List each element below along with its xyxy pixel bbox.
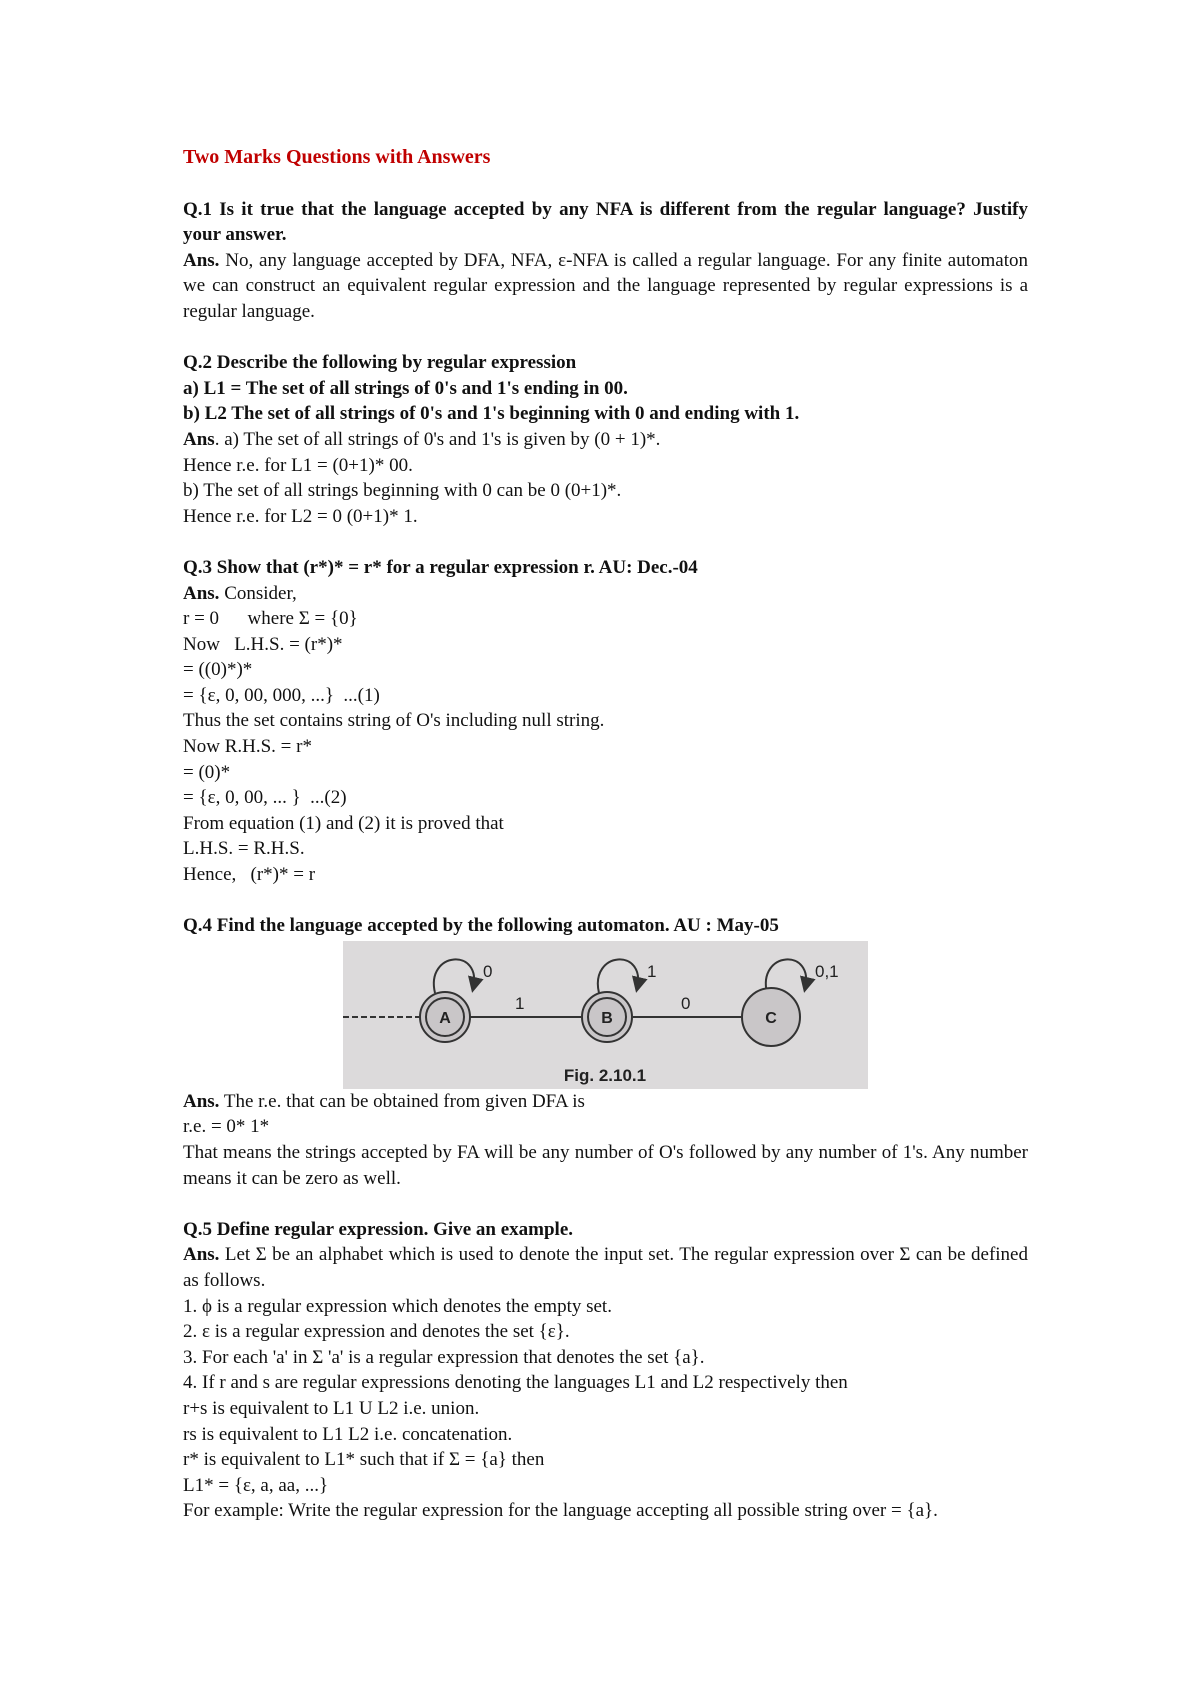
answer-label: Ans. (183, 1244, 220, 1266)
state-label-a: A (439, 1009, 451, 1027)
answer-4-first-text: The r.e. that can be obtained from given DFA is (219, 1090, 585, 1112)
question-4: Q.4 Find the language accepted by the following automaton. AU : May-05 (183, 915, 779, 937)
question-2-line: b) L2 The set of all strings of 0's and 1's beginning with 0 and ending with 1. (183, 403, 800, 425)
answer-5-line: 4. If r and s are regular expressions denoting the languages L1 and L2 respectively then (183, 1372, 848, 1394)
answer-5-line: 1. ϕ is a regular expression which denotes the empty set. (183, 1295, 612, 1317)
page-title: Two Marks Questions with Answers (183, 146, 491, 168)
answer-5-line: r+s is equivalent to L1 U L2 i.e. union. (183, 1397, 480, 1419)
answer-5-intro-text: Let Σ be an alphabet which is used to denote the input set. The regular expression over Σ can be defined as follows. (183, 1244, 1028, 1291)
question-2-line: Q.2 Describe the following by regular expression (183, 352, 577, 374)
answer-3-line: From equation (1) and (2) it is proved that (183, 812, 504, 834)
answer-3-line: = {ε, 0, 00, ... } ...(2) (183, 787, 347, 809)
answer-5-intro (183, 1242, 1028, 1293)
answer-1-text: No, any language accepted by DFA, NFA, ε-NFA is called a regular language. For any finite automaton we can construct an equivalent regular expression and the language represented by regular expressions is a regular language. (183, 249, 1028, 322)
question-1: Q.1 Is it true that the language accepted by any NFA is different from the regular language? Justify your answer. (183, 198, 1028, 246)
answer-3-line: r = 0 where Σ = {0} (183, 608, 358, 630)
answer-2-line: Hence r.e. for L2 = 0 (0+1)* 1. (183, 505, 418, 527)
example-paragraph: For example: Write the regular expression for the language accepting all possible string over = {a}. (183, 1500, 938, 1522)
answer-label: Ans. (183, 582, 220, 604)
edge-label-a-b: 1 (515, 993, 525, 1013)
answer-3-line: L.H.S. = R.H.S. (183, 838, 305, 860)
answer-2-first-text: . a) The set of all strings of 0's and 1's is given by (0 + 1)*. (214, 428, 661, 450)
answer-4-paragraph: That means the strings accepted by FA will be any number of O's followed by any number of 1's. Any number means it can be zero as well. (183, 1142, 1028, 1189)
state-label-c: C (765, 1009, 777, 1027)
answer-4-line: r.e. = 0* 1* (183, 1116, 270, 1138)
edge-label-b-c: 0 (681, 993, 691, 1013)
state-label-b: B (601, 1009, 613, 1027)
loop-label-b: 1 (647, 961, 657, 981)
answer-3-line: Hence, (r*)* = r (183, 864, 316, 886)
answer-3-line: Now R.H.S. = r* (183, 736, 312, 758)
loop-a (434, 959, 474, 993)
answer-2-line: b) The set of all strings beginning with 0 can be 0 (0+1)*. (183, 480, 622, 502)
answer-5-line: L1* = {ε, a, aa, ...} (183, 1474, 329, 1496)
automaton-diagram (343, 941, 868, 1089)
answer-label: Ans. (183, 1090, 220, 1112)
figure-caption: Fig. 2.10.1 (563, 1065, 647, 1085)
answer-3-line: Thus the set contains string of O's including null string. (183, 710, 605, 732)
question-5: Q.5 Define regular expression. Give an example. (183, 1218, 574, 1240)
answer-3-line: = (0)* (183, 761, 231, 783)
answer-5-line: 3. For each 'a' in Σ 'a' is a regular expression that denotes the set {a}. (183, 1346, 705, 1368)
answer-3-line: Now L.H.S. = (r*)* (183, 633, 343, 655)
answer-3-first-text: Consider, (219, 582, 297, 604)
document-page (183, 145, 1028, 1524)
answer-1 (183, 248, 1028, 325)
question-2-line: a) L1 = The set of all strings of 0's and 1's ending in 00. (183, 377, 628, 399)
answer-2-first-line (183, 427, 1028, 453)
answer-3-line: = {ε, 0, 00, 000, ...} ...(1) (183, 684, 380, 706)
answer-5-line: rs is equivalent to L1 L2 i.e. concatenation. (183, 1423, 513, 1445)
loop-label-c: 0,1 (815, 961, 839, 981)
answer-label: Ans. (183, 249, 220, 271)
loop-label-a: 0 (483, 961, 493, 981)
answer-5-line: r* is equivalent to L1* such that if Σ = {a} then (183, 1449, 545, 1471)
answer-2-line: Hence r.e. for L1 = (0+1)* 00. (183, 454, 413, 476)
answer-4-first-line (183, 1089, 1028, 1115)
answer-5-line: 2. ε is a regular expression and denotes the set {ε}. (183, 1321, 570, 1343)
loop-b (598, 959, 638, 993)
answer-3-first-line (183, 581, 1028, 607)
answer-3-line: = ((0)*)* (183, 659, 253, 681)
automaton-figure (343, 941, 868, 1089)
question-3: Q.3 Show that (r*)* = r* for a regular expression r. AU: Dec.-04 (183, 556, 698, 578)
answer-label: Ans (183, 428, 215, 450)
